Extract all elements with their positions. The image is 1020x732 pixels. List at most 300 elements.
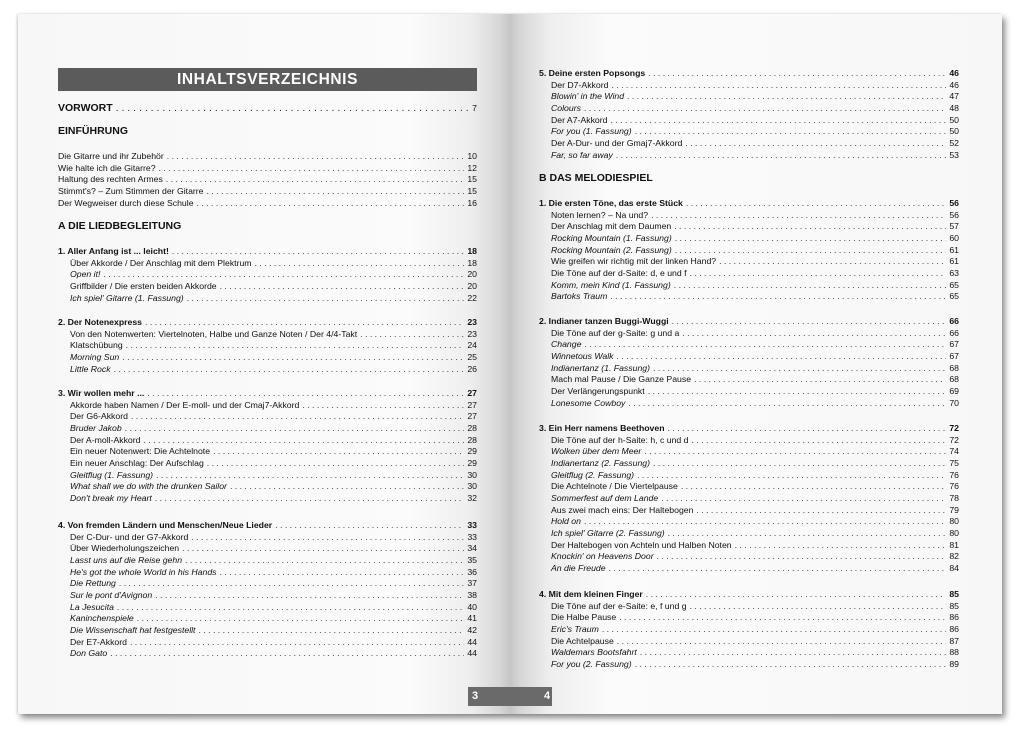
entry-title: Stimmt's? – Zum Stimmen der Gitarre [58,185,204,196]
entry-title: Waldemars Bootsfahrt [551,647,637,658]
toc-entry [70,612,477,624]
entry-title: Ein neuer Notenwert: Die Achtelnote [70,446,211,457]
leader-dots [690,600,947,612]
entry-page: 32 [467,492,477,503]
entry-title: Die Töne auf der e-Saite: e, f und g [551,600,687,611]
leader-dots [145,316,464,328]
entry-title: For you (1. Fassung) [551,126,632,137]
entry-title: Aus zwei mach eins: Der Haltebogen [551,504,694,515]
leader-dots [668,422,947,434]
entry-page: 30 [467,481,477,492]
entry-title: Eric's Traum [551,623,599,634]
leader-dots [147,387,464,399]
leader-dots [694,373,946,385]
open-book [18,14,1002,714]
entry-page: 76 [949,481,959,492]
entry-title: Die Töne auf der g-Saite: g und a [551,327,680,338]
toc-entry [551,220,959,232]
entry-title: Der A-Dur- und der Gmaj7-Akkord [551,137,683,148]
entry-page: 70 [949,397,959,408]
entry-page: 75 [949,457,959,468]
leader-dots [131,410,464,422]
toc-entry [551,635,959,647]
entry-title: Der D7-Akkord [551,79,609,90]
toc-entry [70,554,477,566]
toc-entry [551,457,959,469]
entry-page: 7 [472,103,477,113]
entry-page: 48 [949,102,959,113]
entry-page: 66 [949,316,959,326]
chapter-entry [539,315,959,327]
entry-page: 20 [467,269,477,280]
entry-page: 22 [467,292,477,303]
toc-entry [70,542,477,554]
vorwort-entry [58,102,477,114]
chapter-entry [539,197,959,209]
entry-title: Wie greifen wir richtig mit der linken Hand? [551,256,717,267]
toc-entry [551,539,959,551]
leader-dots [166,173,465,185]
entry-title: Der A-moll-Akkord [70,434,141,445]
entry-page: 40 [467,601,477,612]
entry-page: 74 [949,446,959,457]
page-number-left: 3 [468,687,510,706]
leader-dots [122,351,464,363]
leader-dots [126,339,465,351]
entry-title: Lonesome Cowboy [551,397,626,408]
entry-page: 56 [949,209,959,220]
toc-entry [58,185,477,197]
leader-dots [125,422,465,434]
entry-page: 34 [467,543,477,554]
entry-page: 67 [949,339,959,350]
entry-title: Die Töne auf der h-Saite: h, c und d [551,434,689,445]
chapter-entry [58,519,477,531]
entry-page: 88 [949,647,959,658]
entry-title: Bruder Jakob [70,422,122,433]
leader-dots [661,492,946,504]
toc-entry [551,504,959,516]
entry-title: What shall we do with the drunken Sailor [70,481,227,492]
toc-entry [70,280,477,292]
toc-entry [551,646,959,658]
entry-page: 15 [467,174,477,185]
entry-title: 1. Aller Anfang ist ... leicht! [58,246,169,256]
leader-dots [584,102,946,114]
chapter-entry [58,387,477,399]
entry-page: 89 [949,658,959,669]
page-number-right: 4 [510,687,552,706]
entry-title: Ich spiel' Gitarre (1. Fassung) [70,292,184,303]
entry-page: 81 [949,539,959,550]
entry-title: Open it! [70,269,101,280]
entry-page: 52 [949,137,959,148]
entry-page: 10 [467,151,477,161]
leader-dots [360,328,464,340]
toc-entry [551,480,959,492]
entry-page: 68 [949,374,959,385]
entry-page: 50 [949,114,959,125]
leader-dots [114,363,465,375]
entry-title: Mach mal Pause / Die Ganze Pause [551,374,692,385]
leader-dots [172,245,464,257]
toc-entry [551,373,959,385]
toc-entry [551,434,959,446]
entry-title: For you (2. Fassung) [551,658,632,669]
entry-page: 37 [467,578,477,589]
toc-entry [551,527,959,539]
entry-title: Don Gato [70,648,108,659]
toc-entry [551,327,959,339]
entry-title: Lasst uns auf die Reise gehn [70,554,183,565]
leader-dots [674,279,947,291]
entry-title: Change [551,339,582,350]
entry-title: Der E7-Akkord [70,636,127,647]
leader-dots [155,492,465,504]
leader-dots [611,79,946,91]
entry-title: VORWORT [58,102,113,114]
leader-dots [155,589,464,601]
leader-dots [182,542,464,554]
leader-dots [672,315,947,327]
entry-title: Don't break my Heart [70,492,152,503]
leader-dots [653,362,946,374]
leader-dots [686,197,946,209]
entry-page: 27 [467,388,477,398]
entry-page: 27 [467,399,477,410]
toc-entry [70,636,477,648]
leader-dots [213,445,464,457]
entry-title: Noten lernen? – Na und? [551,209,649,220]
entry-title: Winnetous Walk [551,350,614,361]
entry-page: 78 [949,492,959,503]
entry-title: Von den Notenwerten: Viertelnoten, Halbe und Ganze Noten / Der 4/4-Takt [70,328,358,339]
chapter-entry [539,588,959,600]
entry-title: 3. Ein Herr namens Beethoven [539,423,665,433]
toc-entry [551,385,959,397]
toc-entry [551,149,959,161]
chapter-entry [539,67,959,79]
toc-entry [551,445,959,457]
entry-title: Der Haltebogen von Achteln und Halben Noten [551,539,732,550]
entry-title: Gleitflug (2. Fassung) [551,469,635,480]
toc-entry [70,457,477,469]
entry-page: 18 [467,257,477,268]
entry-title: 4. Mit dem kleinen Finger [539,589,643,599]
toc-entry [70,531,477,543]
leader-dots [167,150,465,162]
toc-entry [70,577,477,589]
entry-title: La Jesucita [70,601,114,612]
entry-title: Wolken über dem Meer [551,446,642,457]
entry-title: Die Rettung [70,578,116,589]
leader-dots [657,550,947,562]
entry-title: Die Gitarre und ihr Zubehör [58,151,164,161]
leader-dots [197,197,465,209]
toc-entry [551,125,959,137]
entry-title: Sommerfest auf dem Lande [551,492,659,503]
leader-dots [185,554,464,566]
entry-page: 72 [949,423,959,433]
entry-title: Indianertanz (1. Fassung) [551,362,650,373]
entry-page: 23 [467,328,477,339]
toc-entry [70,292,477,304]
entry-page: 86 [949,623,959,634]
leader-dots [110,647,464,659]
toc-entry [58,162,477,174]
entry-title: Akkorde haben Namen / Der E-moll- und der Cmaj7-Akkord [70,399,300,410]
entry-title: Wie halte ich die Gitarre? [58,162,156,173]
leader-dots [685,137,946,149]
entry-page: 85 [949,589,959,599]
leader-dots [719,255,946,267]
entry-title: Der G6-Akkord [70,411,128,422]
toc-entry [58,150,477,162]
leader-dots [130,636,464,648]
entry-title: Der Wegweiser durch diese Schule [58,197,194,208]
leader-dots [651,209,946,221]
entry-page: 20 [467,280,477,291]
leader-dots [143,434,464,446]
leader-dots [628,397,946,409]
toc-entry [70,601,477,613]
toc-entry [551,90,959,102]
toc-entry [70,422,477,434]
entry-title: Indianertanz (2. Fassung) [551,457,650,468]
entry-title: Der Verlängerungspunkt [551,385,645,396]
entry-title: Haltung des rechten Armes [58,174,163,185]
toc-entry [70,624,477,636]
leader-dots [255,257,465,269]
leader-dots [207,457,465,469]
toc-entry [551,562,959,574]
toc-entry [70,363,477,375]
entry-page: 35 [467,554,477,565]
leader-dots [617,350,947,362]
entry-page: 44 [467,648,477,659]
section-heading-part-a: A DIE LIEDBEGLEITUNG [58,220,182,232]
entry-page: 27 [467,411,477,422]
toc-entry [551,209,959,221]
entry-title: Ich spiel' Gitarre (2. Fassung) [551,527,665,538]
entry-page: 61 [949,256,959,267]
toc-entry [551,515,959,527]
entry-page: 33 [467,520,477,530]
entry-title: 2. Indianer tanzen Buggi-Wuggi [539,316,669,326]
toc-entry [70,339,477,351]
entry-page: 80 [949,516,959,527]
entry-page: 29 [467,446,477,457]
leader-dots [584,515,946,527]
toc-entry [70,328,477,340]
toc-entry [70,480,477,492]
entry-page: 46 [949,68,959,78]
entry-page: 65 [949,279,959,290]
chapter-entry [58,245,477,257]
toc-entry [58,173,477,185]
entry-page: 36 [467,566,477,577]
entry-page: 65 [949,291,959,302]
entry-title: Rocking Mountain (1. Fassung) [551,232,672,243]
entry-page: 12 [467,162,477,173]
leader-dots [617,635,947,647]
entry-title: Komm, mein Kind (1. Fassung) [551,279,671,290]
entry-page: 72 [949,434,959,445]
leader-dots [198,624,464,636]
entry-page: 25 [467,351,477,362]
toc-entry [551,232,959,244]
leader-dots [610,290,946,302]
toc-entry [551,469,959,481]
leader-dots [116,102,470,114]
toc-entry [551,492,959,504]
toc-entry [551,397,959,409]
toc-entry [551,338,959,350]
leader-dots [187,292,465,304]
leader-dots [117,601,464,613]
entry-page: 33 [467,531,477,542]
left-page [18,14,510,714]
leader-dots [159,162,465,174]
entry-title: Der C-Dur- und der G7-Akkord [70,531,189,542]
entry-page: 76 [949,469,959,480]
leader-dots [207,185,465,197]
leader-dots [137,612,465,624]
section-heading-einfuehrung: EINFÜHRUNG [58,125,128,137]
leader-dots [675,232,947,244]
leader-dots [691,434,946,446]
toc-entry [70,351,477,363]
entry-title: Knockin' on Heavens Door [551,551,654,562]
toc-entry [551,658,959,670]
entry-page: 56 [949,198,959,208]
entry-page: 46 [949,79,959,90]
leader-dots [690,267,947,279]
entry-page: 41 [467,613,477,624]
entry-title: Gleitflug (1. Fassung) [70,469,154,480]
toc-entry [70,566,477,578]
toc-entry [70,647,477,659]
entry-title: Die Achtelpause [551,635,614,646]
leader-dots [640,646,947,658]
leader-dots [644,445,946,457]
leader-dots [302,399,464,411]
leader-dots [637,469,946,481]
entry-title: Griffbilder / Die ersten beiden Akkorde [70,280,217,291]
entry-title: Der Anschlag mit dem Daumen [551,221,672,232]
entry-page: 15 [467,185,477,196]
leader-dots [584,338,946,350]
leader-dots [191,531,464,543]
toc-entry [70,410,477,422]
toc-entry [551,279,959,291]
entry-title: Bartoks Traum [551,291,608,302]
leader-dots [635,125,947,137]
entry-title: Far, so far away [551,149,613,160]
toc-entry [551,114,959,126]
toc-entry [551,350,959,362]
toc-entry [551,244,959,256]
entry-page: 61 [949,244,959,255]
leader-dots [648,67,946,79]
leader-dots [119,577,464,589]
entry-title: 4. Von fremden Ländern und Menschen/Neue Lieder [58,520,273,530]
entry-page: 85 [949,600,959,611]
toc-entry [551,623,959,635]
entry-page: 63 [949,267,959,278]
leader-dots [646,588,947,600]
toc-entry [551,267,959,279]
entry-page: 57 [949,221,959,232]
leader-dots [681,480,946,492]
leader-dots [735,539,947,551]
entry-page: 24 [467,340,477,351]
entry-title: Hold on [551,516,581,527]
leader-dots [696,504,946,516]
toc-entry [70,445,477,457]
entry-title: 1. Die ersten Töne, das erste Stück [539,198,683,208]
entry-title: Über Akkorde / Der Anschlag mit dem Plektrum [70,257,252,268]
entry-page: 79 [949,504,959,515]
toc-entry [70,589,477,601]
entry-page: 84 [949,562,959,573]
entry-title: An die Freude [551,562,606,573]
entry-title: Die Achtelnote / Die Viertelpause [551,481,678,492]
entry-page: 23 [467,317,477,327]
entry-title: He's got the whole World in his Hands [70,566,217,577]
entry-page: 47 [949,91,959,102]
entry-page: 30 [467,469,477,480]
entry-page: 53 [949,149,959,160]
entry-title: Klatschübung [70,340,123,351]
right-page [510,14,1002,714]
entry-title: Morning Sun [70,351,120,362]
entry-title: Die Halbe Pause [551,612,617,623]
entry-page: 50 [949,126,959,137]
entry-page: 86 [949,612,959,623]
entry-page: 28 [467,434,477,445]
entry-title: Rocking Mountain (2. Fassung) [551,244,672,255]
section-heading-part-b: B DAS MELODIESPIEL [539,172,653,184]
leader-dots [627,90,946,102]
entry-page: 28 [467,422,477,433]
entry-title: Sur le pont d'Avignon [70,589,153,600]
leader-dots [230,480,464,492]
entry-page: 66 [949,327,959,338]
entry-page: 18 [467,246,477,256]
leader-dots [103,268,464,280]
entry-page: 44 [467,636,477,647]
toc-entry [551,550,959,562]
toc-entry [70,257,477,269]
leader-dots [675,244,947,256]
leader-dots [220,280,465,292]
toc-entry [551,102,959,114]
leader-dots [648,385,947,397]
leader-dots [611,114,947,126]
chapter-entry [58,316,477,328]
toc-entry [551,362,959,374]
chapter-entry [539,422,959,434]
toc-entry [551,611,959,623]
leader-dots [682,327,946,339]
entry-page: 26 [467,363,477,374]
entry-page: 60 [949,232,959,243]
leader-dots [602,623,946,635]
leader-dots [653,457,946,469]
toc-entry [70,399,477,411]
entry-title: Colours [551,102,581,113]
